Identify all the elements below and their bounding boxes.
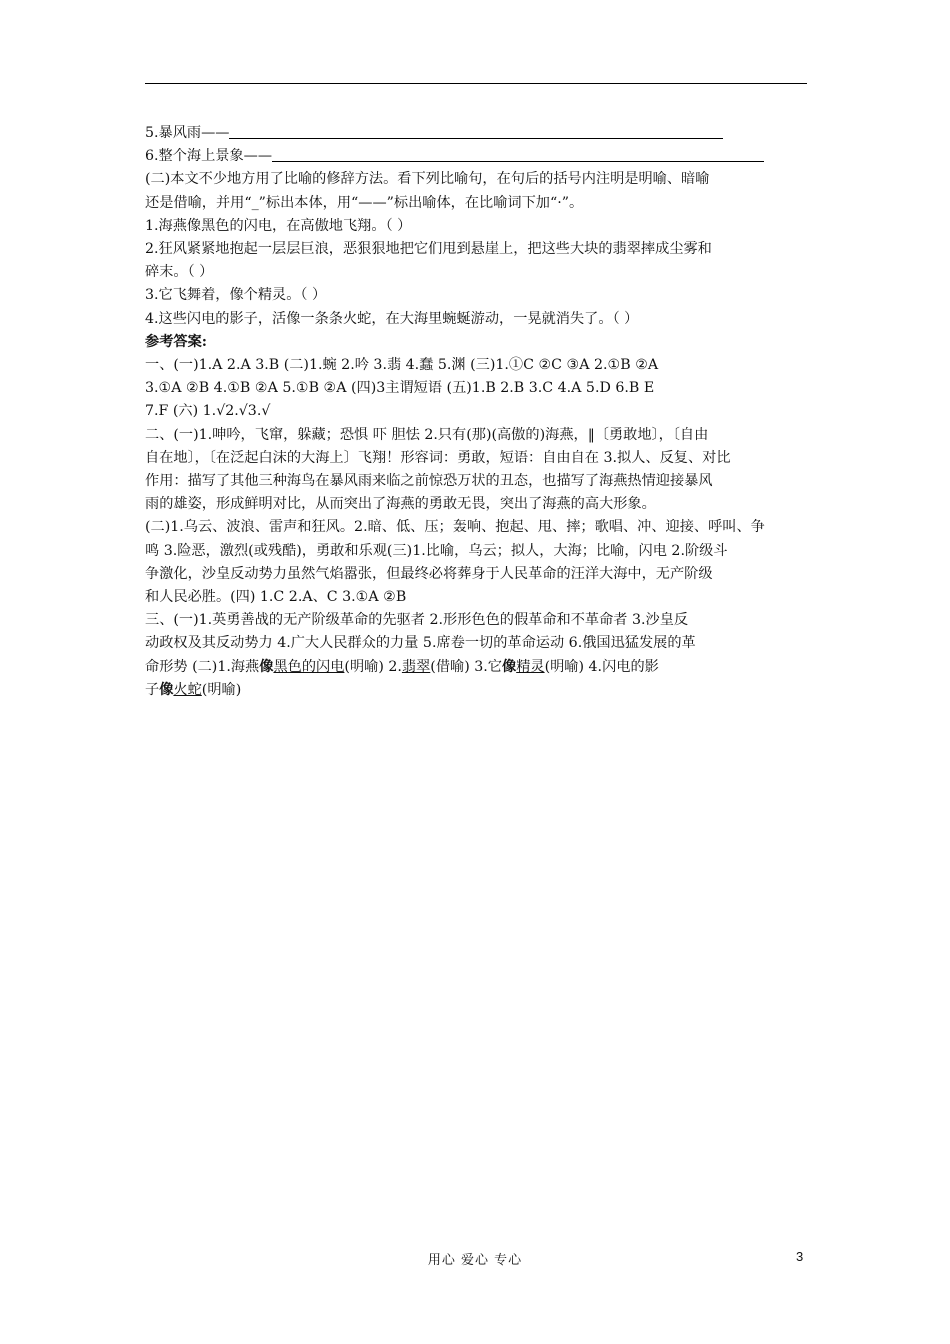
question-6-label: 6.整个海上景象—— — [145, 148, 273, 165]
simile-word: 像 — [501, 658, 517, 675]
answer-line: 动政权及其反动势力 4.广大人民群众的力量 5.席卷一切的革命运动 6.俄国迅猛发展的革 — [145, 635, 696, 652]
answers-heading: 参考答案: — [145, 333, 207, 350]
page-number: 3 — [796, 1249, 804, 1264]
sentence-2-line1: 2.狂风紧紧地抱起一层层巨浪，恶狠狠地把它们甩到悬崖上，把这些大块的翡翠摔成尘雾和 — [145, 241, 712, 258]
answer-text: 命形势 (二)1.海燕 — [145, 658, 260, 675]
answer-text: (明喻) — [201, 681, 242, 698]
vehicle-underlined: 精灵 — [516, 658, 545, 675]
part2-intro-line2: 还是借喻，并用“_”标出本体，用“——”标出喻体，在比喻词下加“·”。 — [145, 194, 584, 211]
vehicle-underlined: 火蛇 — [173, 681, 202, 698]
sentence-4: 4.这些闪电的影子，活像一条条火蛇，在大海里蜿蜒游动，一晃就消失了。（ ） — [145, 310, 639, 327]
answer-line: 三、(一)1.英勇善战的无产阶级革命的先驱者 2.形形色色的假革命和不革命者 3.沙皇反 — [145, 612, 689, 629]
question-5-label: 5.暴风雨—— — [145, 125, 230, 141]
header-rule — [145, 83, 807, 84]
question-5 — [145, 122, 811, 145]
answer-line: 雨的雄姿，形成鲜明对比，从而突出了海燕的勇敢无畏，突出了海燕的高大形象。 — [145, 496, 656, 513]
sentence-3: 3.它飞舞着，像个精灵。（ ） — [145, 287, 327, 304]
footer-motto: 用心 爱心 专心 — [427, 1253, 523, 1268]
answer-text: (明喻) 4.闪电的影 — [544, 658, 659, 675]
answer-text: 子 — [145, 681, 160, 698]
page-content — [145, 122, 811, 702]
answer-blank-6 — [272, 147, 764, 162]
answer-line: 作用：描写了其他三种海鸟在暴风雨来临之前惊恐万状的丑态，也描写了海燕热情迎接暴风 — [145, 473, 713, 490]
answer-line: (二)1.乌云、波浪、雷声和狂风。2.暗、低、压；轰响、抱起、甩、摔；歌唱、冲、迎接、呼叫、争 — [145, 519, 765, 536]
part2-intro-line1: (二)本文不少地方用了比喻的修辞方法。看下列比喻句，在句后的括号内注明是明喻、暗喻 — [145, 171, 710, 188]
simile-word: 像 — [259, 658, 274, 675]
answer-line: 争激化，沙皇反动势力虽然气焰嚣张，但最终必将葬身于人民革命的汪洋大海中，无产阶级 — [145, 565, 713, 582]
simile-word: 像 — [159, 681, 174, 698]
vehicle-underlined: 黑色的闪电 — [273, 658, 345, 675]
answer-line: 和人民必胜。(四) 1.C 2.A、C 3.①A ②B — [145, 589, 407, 606]
question-6 — [145, 145, 811, 168]
answer-line: 3.①A ②B 4.①B ②A 5.①B ②A (四)3主谓短语 (五)1.B 2.B 3.C 4.A 5.D 6.B E — [145, 380, 655, 397]
sentence-2-line2: 碎末。（ ） — [145, 264, 214, 281]
vehicle-underlined: 翡翠 — [401, 658, 431, 675]
answer-line: 鸣 3.险恶，激烈(或残酷)，勇敢和乐观(三)1.比喻，乌云；拟人，大海；比喻，闪电 2.阶级斗 — [145, 542, 728, 559]
answer-line: 一、(一)1.A 2.A 3.B (二)1.蜿 2.吟 3.翡 4.蠢 5.渊 (三)1.①C ②C ③A 2.①B ②A — [145, 357, 659, 374]
answer-line-14 — [145, 656, 811, 679]
answer-blank-5 — [229, 124, 723, 139]
answer-text: (借喻) 3.它 — [430, 658, 502, 675]
answer-line: 7.F (六) 1.√2.√3.√ — [145, 403, 271, 420]
answer-line: 自在地〕，〔在泛起白沫的大海上〕飞翔！形容词：勇敢，短语：自由自在 3.拟人、反复、对比 — [145, 449, 731, 466]
answer-line-15 — [145, 679, 811, 702]
answer-text: (明喻) 2. — [344, 658, 402, 675]
answer-line: 二、(一)1.呻吟，飞窜，躲藏；恐惧 吓 胆怯 2.只有(那)(高傲的)海燕，‖〔勇敢地〕，〔自由 — [145, 426, 709, 443]
sentence-1: 1.海燕像黑色的闪电，在高傲地飞翔。（ ） — [145, 217, 412, 234]
